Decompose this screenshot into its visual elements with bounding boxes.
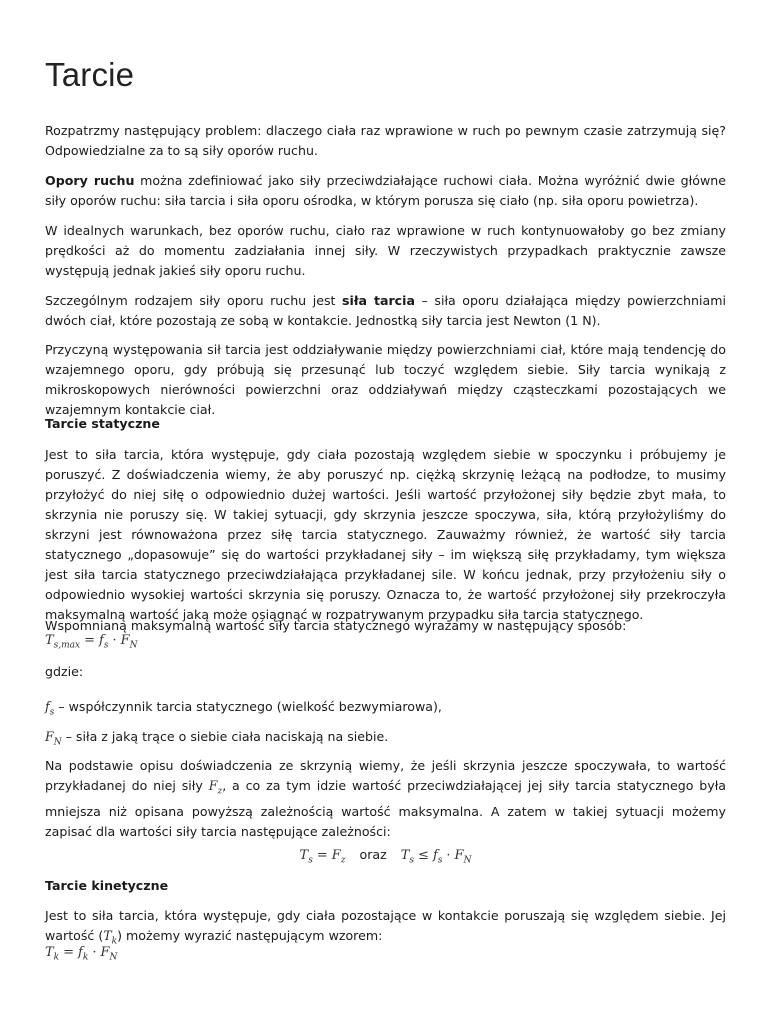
and-word: oraz [359,847,387,862]
friction-def-rest: – siła oporu działająca między powierzchniami dwóch ciał, które pozostają ze sobą w kontakcie. Jednostką siły tarcia jest Newton (1 N). [45,293,726,328]
friction-definition-paragraph [45,291,726,331]
formula-F: F [120,633,130,648]
eq2-F-sub: N [463,855,472,866]
eq1-F: F [331,848,341,863]
static-friction-paragraph [45,445,726,625]
kformula-dot: · [92,945,97,960]
symbol-Fz: $F_z$ [208,778,223,797]
eq1-T: T [299,848,309,863]
formula-T: T [45,633,54,648]
resistance-paragraph [45,171,726,211]
kinetic-friction-heading: Tarcie kinetyczne [45,878,169,893]
intro-text: Rozpatrzmy następujący problem: dlaczego ciała raz wprawione w ruch po pewnym czasie zatrzymują się? Odpowiedzialne za to są siły oporów ruchu. [45,123,726,158]
eq2-T-sub: s [409,855,415,866]
kformula-T: T [45,945,54,960]
eq2-F: F [454,848,464,863]
definition-fs-text: – współczynnik tarcia statycznego (wielkość bezwymiarowa), [54,699,442,714]
friction-def-start: Szczególnym rodzajem siły oporu ruchu jest [45,293,343,308]
eq2-T: T [400,848,410,863]
kformula-eq: = [63,945,75,960]
kinetic-formula [45,945,117,963]
intro-paragraph [45,121,726,161]
static-friction-heading: Tarcie statyczne [45,416,160,431]
formula-T-sub: s,max [53,640,81,651]
static-friction-text: Jest to siła tarcia, która występuje, gdy ciała pozostają względem siebie w spoczynku i próbujemy je poruszyć. Z doświadczenia wiemy, że aby poruszyć np. ciężką skrzynię leżącą na podłodze, to musimy przyłożyć do niej siłę o odpowiednio dużej wartości. Jeśli wartość przyłożonej siły będzie zbyt mała, to skrzynia nie poruszy się. W takiej sytuacji, gdy skrzynia jeszcze spoczywa, siła, którą przyłożyliśmy do skrzyni jest równoważona przez siłę tarcia statycznego. Zauważmy również, że wartość siły tarcia statycznego „dopasowuje” się do wartości przykładanej siły – im większą siłę przykładamy, tym większa jest siła tarcia statycznego przeciwdziałająca przykładanej sile. W końcu jednak, przy przyłożeniu siły o odpowiednio wysokiej wartości skrzynia się poruszy. Oznacza to, że wartość przyłożonej siły przekroczyła maksymalną wartość jaką może osiągnąć w rozpatrywanym przypadku siła tarcia statycznego. [45,447,726,622]
symbol-fs: $f_s$ [45,699,55,718]
static-max-formula [45,633,138,651]
kformula-F: F [100,945,110,960]
eq1-op: = [316,848,328,863]
definition-FN-text: – siła z jaką trące o siebie ciała naciskają na siebie. [61,729,389,744]
eq1-T-sub: s [308,855,313,866]
where-text: gdzie: [45,664,84,679]
symbol-FN: $F_N$ [45,729,62,748]
kformula-f-sub: k [82,952,89,963]
crate-analysis-paragraph [45,756,726,842]
kinetic-text-b: ) możemy wyrazić następującym wzorem: [117,928,383,943]
friction-term: siła tarcia [342,293,415,308]
eq2-f-sub: s [437,855,443,866]
page-title: Tarcie [45,56,135,93]
kformula-T-sub: k [53,952,60,963]
eq2-op: ≤ [418,848,429,863]
formula-F-sub: N [129,640,138,651]
formula-dot: · [112,633,117,648]
where-label [45,662,726,682]
formula-eq: = [84,633,96,648]
eq2-f: f [432,848,438,863]
kinetic-text-a: Jest to siła tarcia, która występuje, gdy ciała pozostające w kontakcie poruszają się względem siebie. Jej wartość ( [45,908,726,943]
eq1-F-sub: z [340,855,346,866]
formula-f: f [99,633,104,648]
resistance-term: Opory ruchu [45,173,135,188]
symbol-Tk: $T_k$ [103,928,118,947]
crate-analysis-text-b: , a co za tym idzie wartość przeciwdziałającej jej siły tarcia statycznego była mniejsza niż opisana powyższą zależnością wartość maksymalna. A zatem w takiej sytuacji możemy zapisać dla wartości siły tarcia następujące zależności: [45,778,727,839]
resistance-text: można zdefiniować jako siły przeciwdziałające ruchowi ciała. Można wyróżnić dwie główne siły oporów ruchu: siła tarcia i siła oporu ośrodka, w którym porusza się ciało (np. siła oporu powietrza). [45,173,726,208]
static-max-text: Wspomnianą maksymalną wartość siły tarcia statycznego wyrażamy w następujący sposób: [45,618,627,633]
friction-cause-text: Przyczyną występowania sił tarcia jest oddziaływanie między powierzchniami ciał, które mają tendencję do wzajemnego oporu, gdy próbują się przesunąć lub toczyć względem siebie. Siły tarcia wynikają z mikroskopowych nierówności powierzchni oraz oddziaływań między cząsteczkami pozostających we wzajemnym kontakcie ciał. [45,342,726,417]
definition-fs [45,697,726,723]
static-max-intro [45,616,726,636]
kformula-f: f [78,945,83,960]
ideal-conditions-text: W idealnych warunkach, bez oporów ruchu, ciało raz wprawione w ruch kontynuowałoby go bez zmiany prędkości aż do momentu zadziałania innej siły. W rzeczywistych przypadkach praktycznie zawsze występują jednak jakieś siły oporu ruchu. [45,223,726,278]
formula-f-sub: s [103,640,109,651]
definition-FN [45,727,726,753]
static-relations-formula [45,847,726,866]
friction-cause-paragraph [45,340,726,420]
eq2-dot: · [446,848,451,863]
kinetic-friction-paragraph [45,906,726,952]
ideal-conditions-paragraph [45,221,726,281]
kformula-F-sub: N [109,952,118,963]
crate-analysis-text-a: Na podstawie opisu doświadczenia ze skrzynią wiemy, że jeśli skrzynia jeszcze spoczywała, to wartość przykładanej do niej siły [45,758,726,793]
